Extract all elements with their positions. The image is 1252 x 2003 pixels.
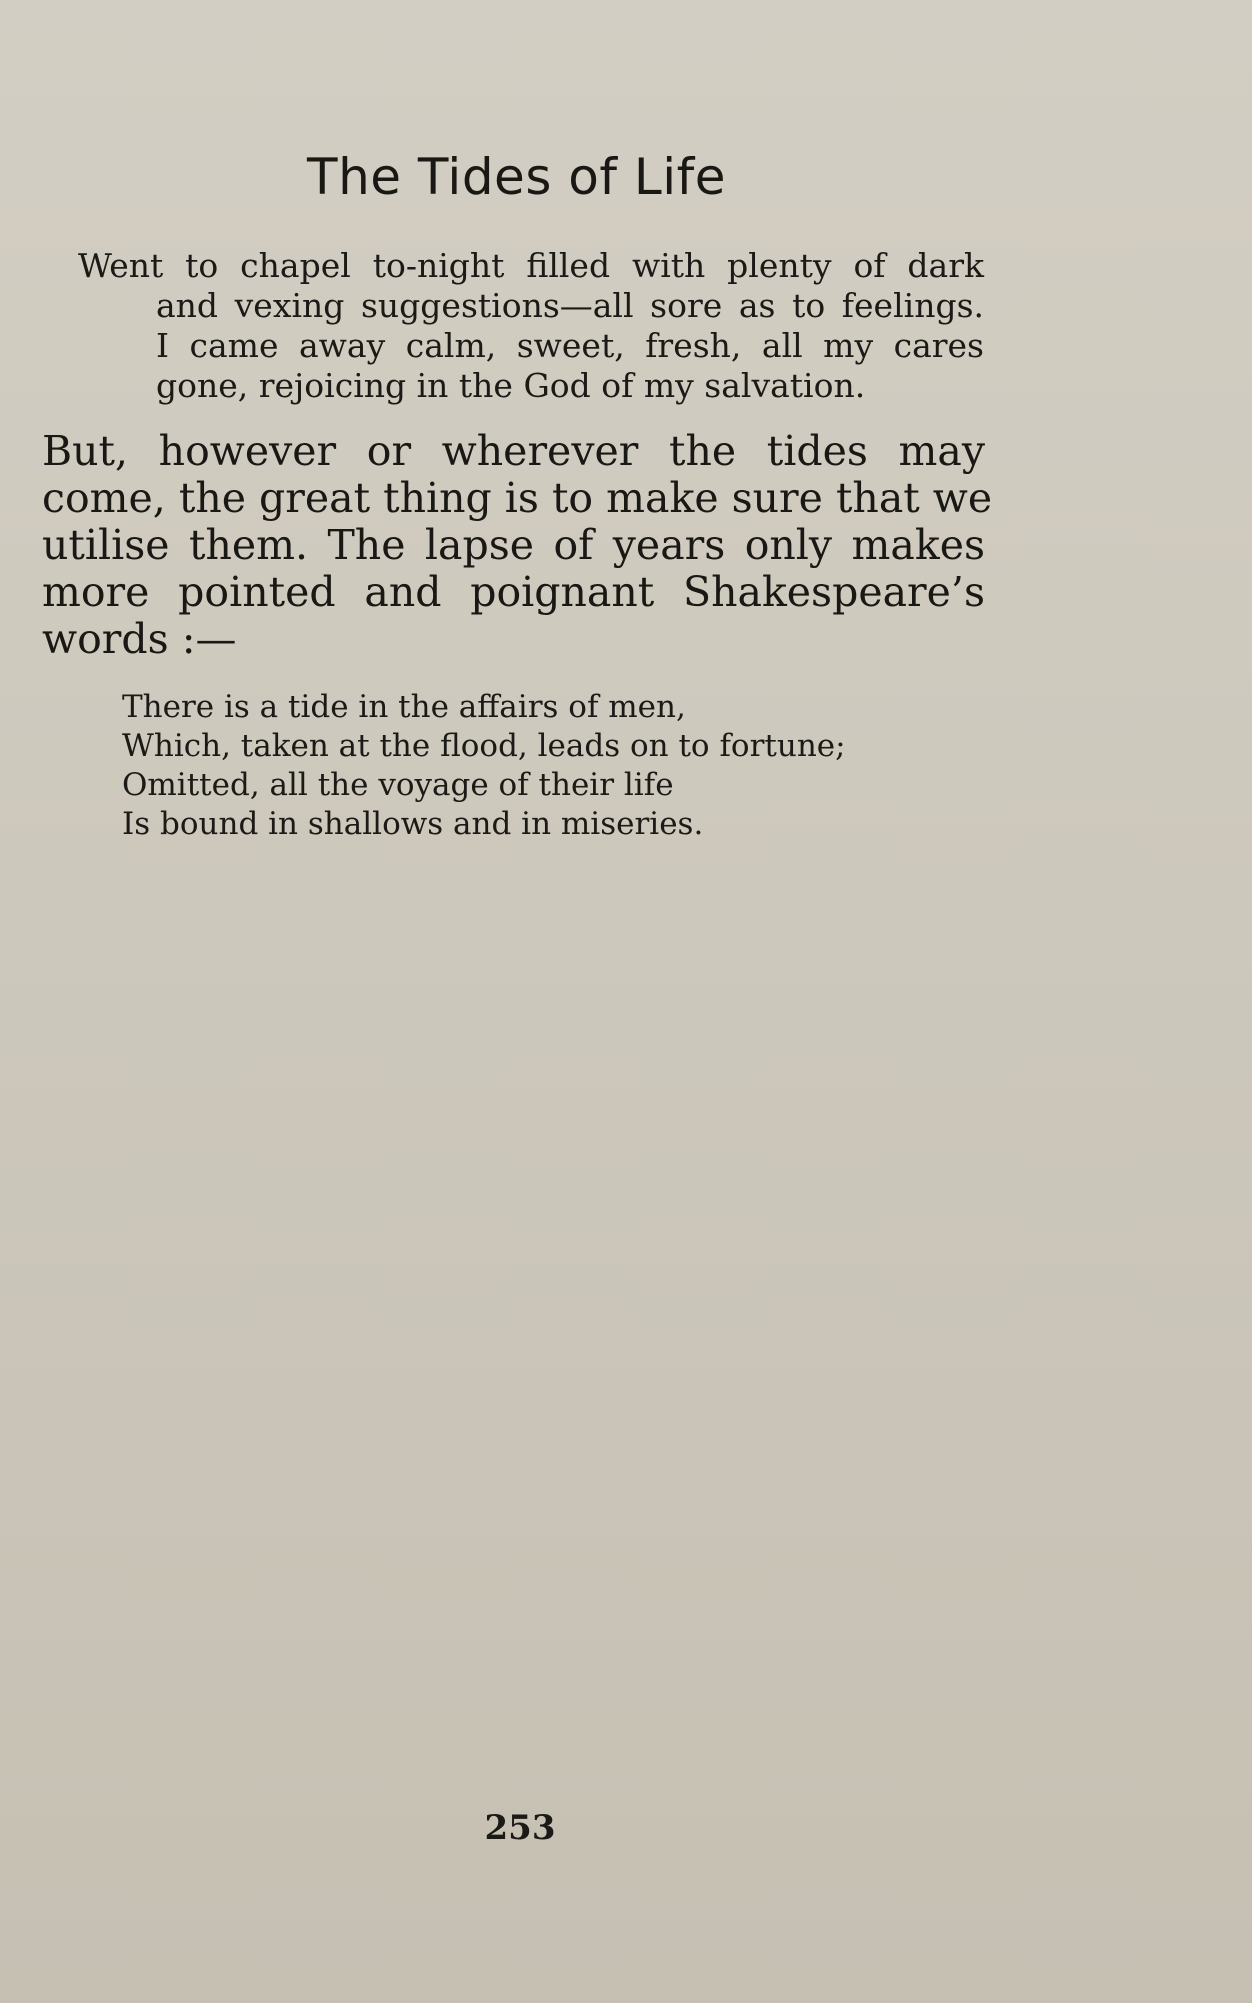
shakespeare-verse	[122, 688, 846, 844]
diary-quote	[78, 246, 984, 406]
quote-line: I came away calm, sweet, fresh, all my cares	[156, 326, 984, 365]
verse-line: Which, taken at the flood, leads on to fortune;	[122, 728, 846, 764]
body-line: come, the great thing is to make sure that we	[42, 474, 993, 522]
quote-line: and vexing suggestions—all sore as to feelings.	[156, 286, 984, 325]
page-number: 253	[484, 1808, 556, 1848]
body-line: utilise them. The lapse of years only makes	[42, 521, 985, 569]
quote-line: Went to chapel to-night filled with plenty of dark	[78, 246, 984, 285]
verse-line: Is bound in shallows and in miseries.	[122, 806, 704, 842]
body-line: words :—	[42, 615, 237, 663]
body-line: more pointed and poignant Shakespeare’s	[42, 568, 985, 616]
verse-line: There is a tide in the affairs of men,	[122, 689, 686, 725]
quote-line: gone, rejoicing in the God of my salvation.	[156, 366, 866, 405]
body-line: But, however or wherever the tides may	[42, 427, 985, 475]
running-head: The Tides of Life	[307, 148, 726, 206]
verse-line: Omitted, all the voyage of their life	[122, 767, 674, 803]
body-paragraph	[42, 427, 993, 663]
